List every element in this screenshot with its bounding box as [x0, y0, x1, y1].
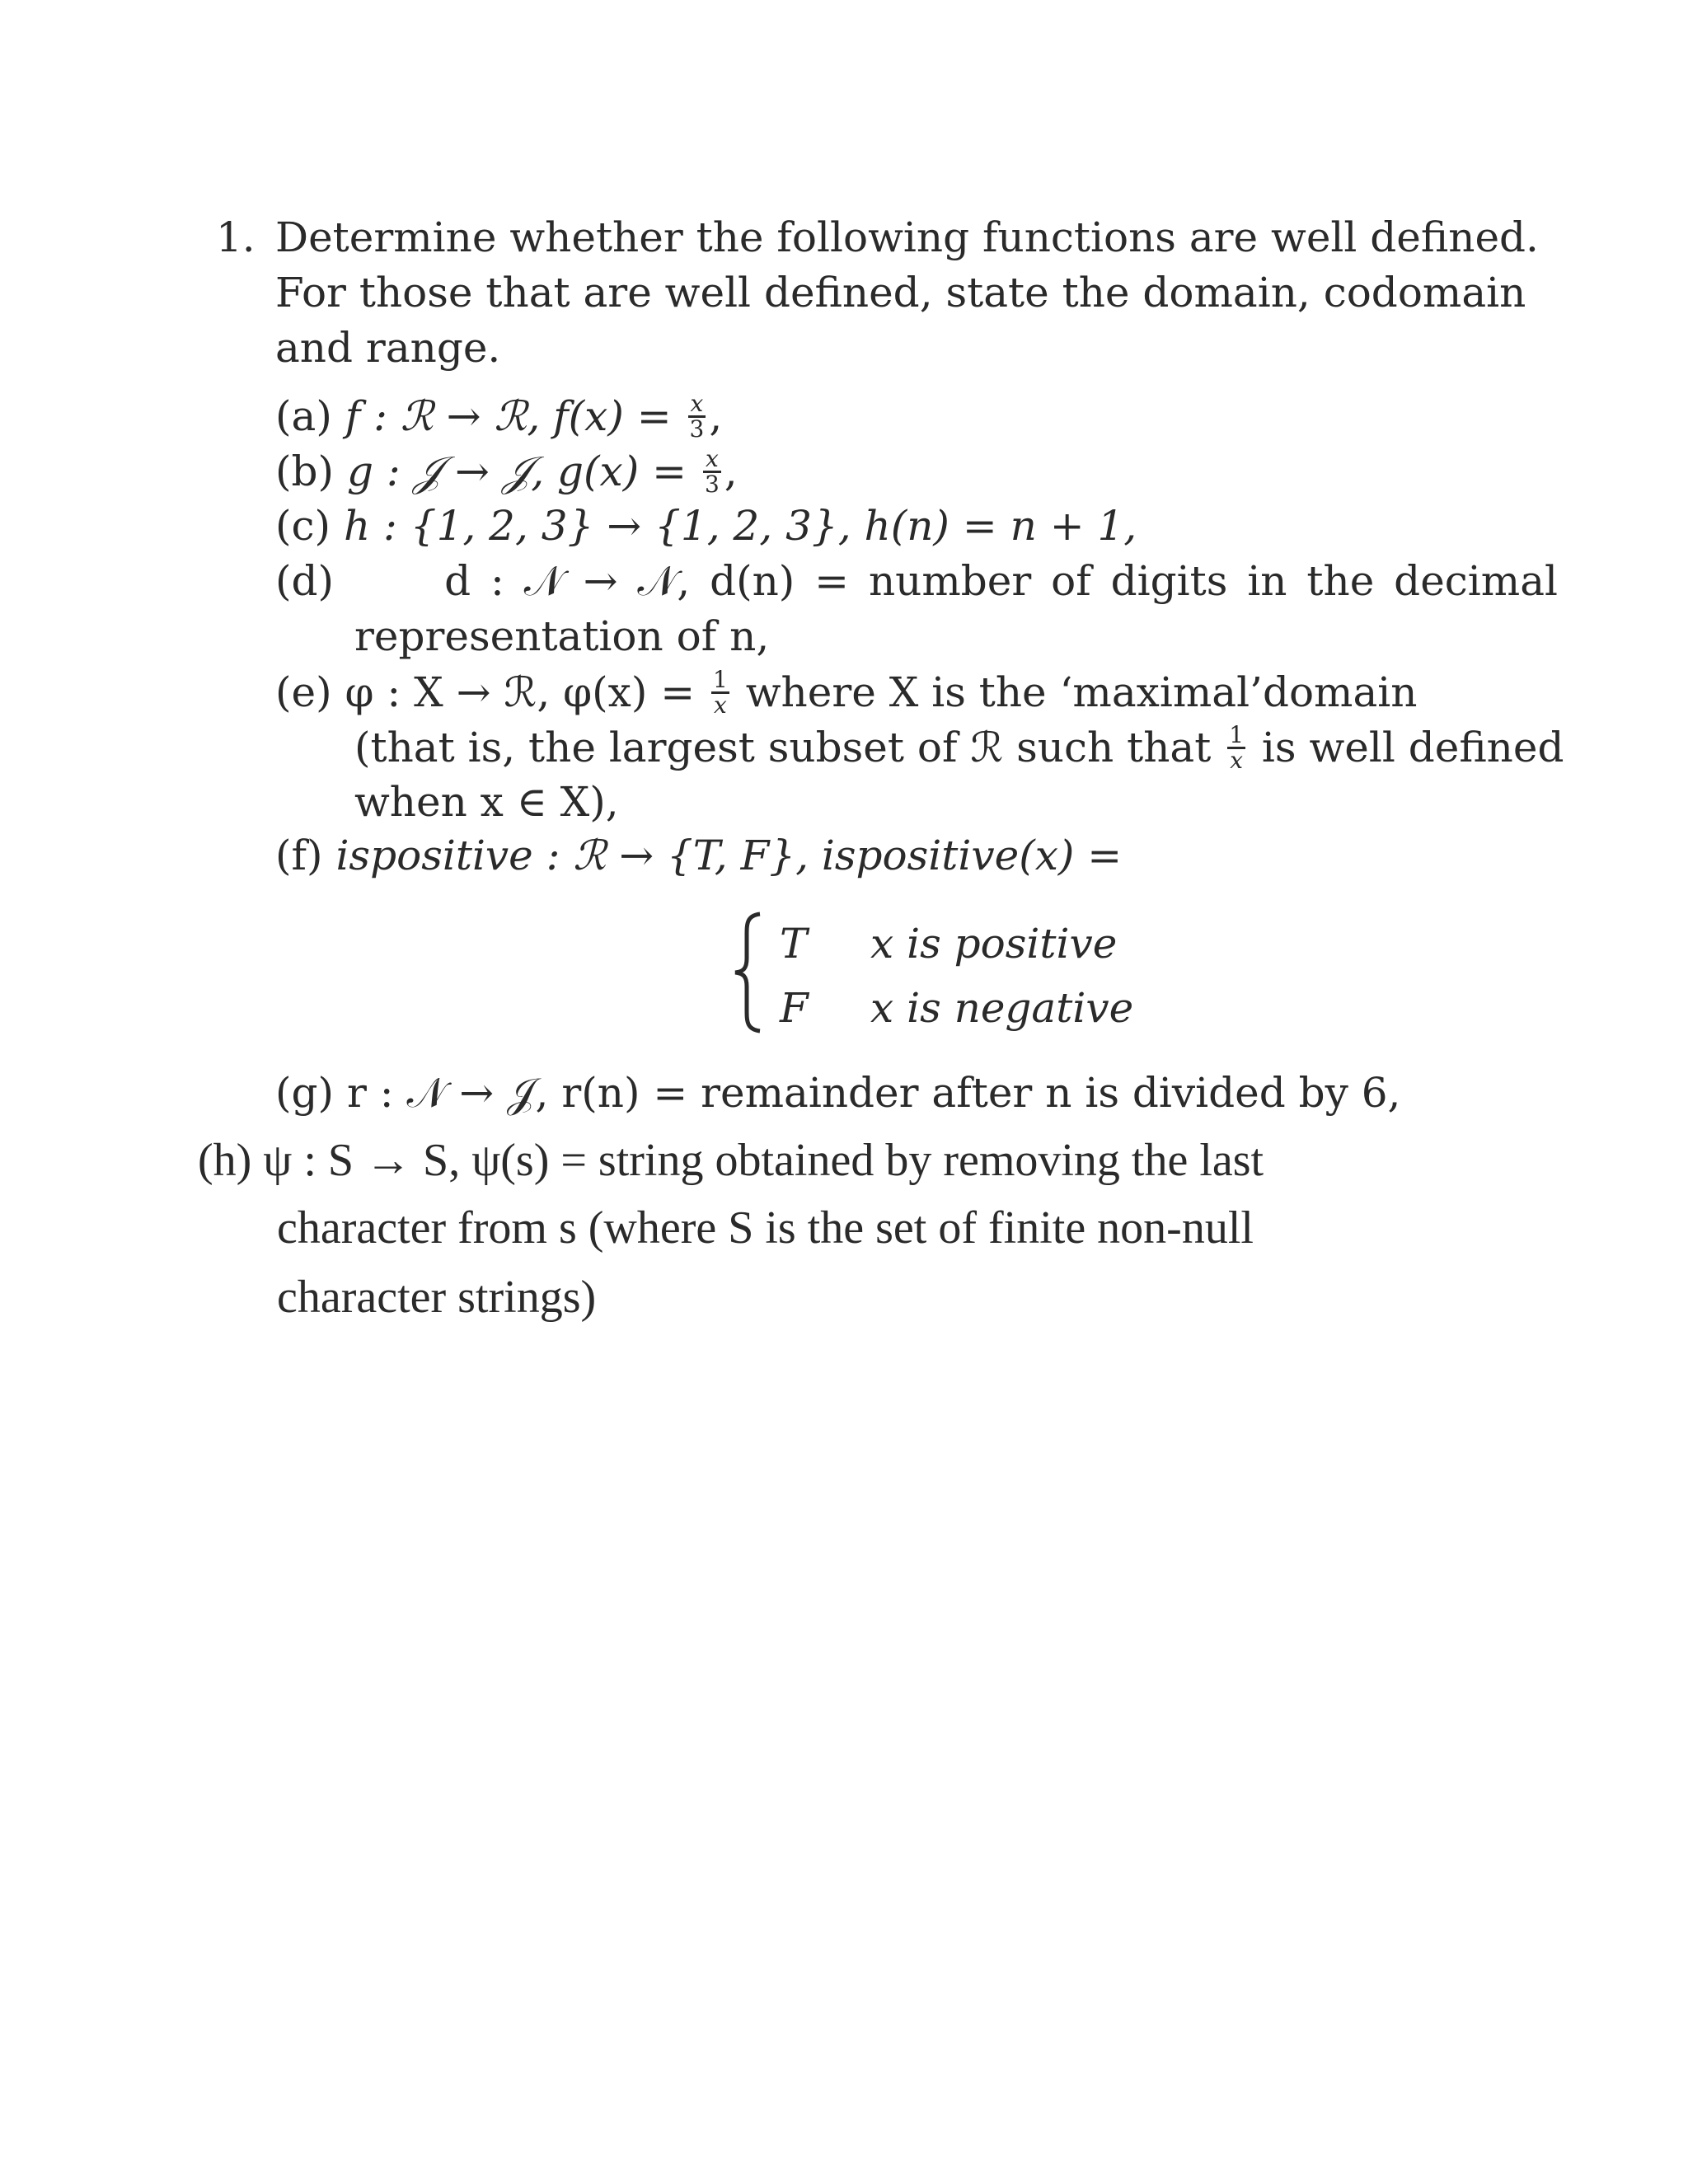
item-a-fraction: $\frac{x}{3}$: [689, 389, 705, 443]
item-b: [275, 444, 738, 499]
case-2-value: F: [780, 984, 809, 1032]
item-e-line-2: [354, 720, 1564, 776]
item-e-line-2b: is well defined: [1249, 724, 1564, 771]
case-1-value: T: [780, 920, 808, 968]
item-e-line-1: [275, 665, 1418, 720]
left-brace: [732, 911, 765, 1034]
item-e-fraction: $\frac{1}{x}$: [713, 665, 728, 719]
item-e-text: where X is the ‘maximal’domain: [732, 668, 1418, 716]
item-c: [275, 501, 1137, 551]
item-f-label: (f): [275, 832, 323, 879]
item-e-label: (e): [275, 668, 332, 716]
item-e-line-3: when x ∈ X),: [354, 778, 619, 826]
item-b-label: (b): [275, 448, 335, 495]
item-a-label: (a): [275, 392, 332, 440]
item-b-fraction: $\frac{x}{3}$: [704, 444, 720, 498]
item-e-fraction-2: $\frac{1}{x}$: [1229, 720, 1245, 774]
item-h-line-2: character from s (where S is the set of finite non-null: [277, 1202, 1254, 1254]
item-a: [275, 391, 722, 444]
item-d-text: d : 𝒩 → 𝒩, d(n) = number of digits in the decimal: [444, 557, 1558, 605]
item-h-label: (h): [198, 1135, 252, 1186]
intro-line-3: and range.: [275, 324, 501, 372]
item-b-signature: g : 𝒥 → 𝒥, g(x) =: [346, 448, 700, 495]
item-b-tail: ,: [724, 448, 738, 495]
item-d-line-1: [275, 556, 1558, 606]
item-g-text: r : 𝒩 → 𝒥, r(n) = remainder after n is divided by 6,: [346, 1069, 1401, 1117]
item-f-text: ispositive : ℛ → {T, F}, ispositive(x) =: [335, 832, 1123, 879]
item-d-label: (d): [275, 557, 335, 605]
item-e-signature: φ : X → ℛ, φ(x) =: [345, 668, 709, 716]
item-e-line-2a: (that is, the largest subset of ℛ such that: [354, 724, 1225, 771]
item-c-label: (c): [275, 502, 331, 550]
item-f: [275, 831, 1122, 880]
item-h-line-1: [198, 1136, 1264, 1185]
item-h-text: ψ : S → S, ψ(s) = string obtained by removing the last: [263, 1135, 1264, 1186]
item-g: [275, 1068, 1400, 1118]
item-g-label: (g): [275, 1069, 335, 1117]
case-2-condition: x is negative: [870, 984, 1134, 1032]
item-a-tail: ,: [709, 392, 723, 440]
intro-line-1: Determine whether the following functions are well defined.: [275, 213, 1539, 261]
problem-number: 1.: [216, 213, 256, 261]
case-1-condition: x is positive: [870, 920, 1118, 968]
item-c-text: h : {1, 2, 3} → {1, 2, 3}, h(n) = n + 1,: [343, 502, 1137, 550]
intro-line-2: For those that are well defined, state the domain, codomain: [275, 269, 1526, 316]
item-d-line-2: representation of n,: [354, 612, 770, 660]
item-a-signature: f : ℛ → ℛ, f(x) =: [345, 392, 685, 440]
item-h-line-3: character strings): [277, 1272, 597, 1323]
